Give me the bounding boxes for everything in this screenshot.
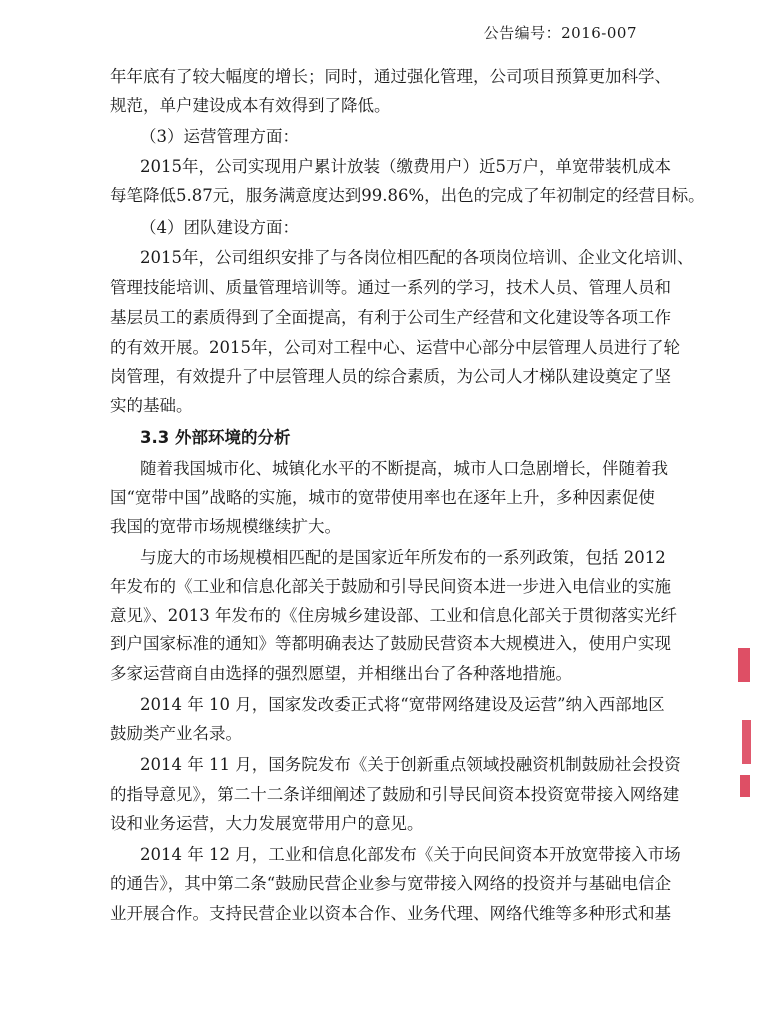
body-line: 2014 年 11 月，国务院发布《关于创新重点领域投融资机制鼓励社会投资 xyxy=(140,755,681,774)
section-heading: （4）团队建设方面： xyxy=(140,218,299,237)
body-line: 年年底有了较大幅度的增长；同时，通过强化管理，公司项目预算更加科学、 xyxy=(110,67,671,86)
body-line: 基层员工的素质得到了全面提高，有利于公司生产经营和文化建设等各项工作 xyxy=(110,308,671,327)
body-line: 2015年，公司实现用户累计放装（缴费用户）近5万户，单宽带装机成本 xyxy=(140,157,671,176)
body-line: 我国的宽带市场规模继续扩大。 xyxy=(110,517,341,536)
body-line: 的指导意见》，第二十二条详细阐述了鼓励和引导民间资本投资宽带接入网络建 xyxy=(110,785,680,804)
body-line: 业开展合作。支持民营企业以资本合作、业务代理、网络代维等多种形式和基 xyxy=(110,904,671,923)
notice-number: 公告编号：2016-007 xyxy=(483,24,637,42)
body-line: 年发布的《工业和信息化部关于鼓励和引导民间资本进一步进入电信业的实施 xyxy=(110,577,671,596)
body-line: 每笔降低5.87元，服务满意度达到99.86%，出色的完成了年初制定的经营目标。 xyxy=(110,186,705,205)
body-line: 2014 年 12 月，工业和信息化部发布《关于向民间资本开放宽带接入市场 xyxy=(140,845,681,864)
body-line: 多家运营商自由选择的强烈愿望，并相继出台了各种落地措施。 xyxy=(110,664,572,683)
body-line: 与庞大的市场规模相匹配的是国家近年所发布的一系列政策，包括 2012 xyxy=(140,548,666,567)
body-line: 实的基础。 xyxy=(110,396,193,415)
body-line: 到户国家标准的通知》等都明确表达了鼓励民营资本大规模进入，使用户实现 xyxy=(110,634,671,653)
body-line: 的通告》，其中第二条“鼓励民营企业参与宽带接入网络的投资并与基础电信企 xyxy=(110,874,672,893)
body-line: 岗管理，有效提升了中层管理人员的综合素质，为公司人才梯队建设奠定了坚 xyxy=(110,367,671,386)
body-line: 意见》、2013 年发布的《住房城乡建设部、工业和信息化部关于贯彻落实光纤 xyxy=(110,606,677,625)
body-line: 2014 年 10 月，国家发改委正式将“宽带网络建设及运营”纳入西部地区 xyxy=(140,695,665,714)
body-line: 鼓励类产业名录。 xyxy=(110,724,242,743)
section-heading: （3）运营管理方面： xyxy=(140,127,299,146)
body-line: 国“宽带中国”战略的实施，城市的宽带使用率也在逐年上升，多种因素促使 xyxy=(110,488,655,507)
body-line: 规范，单户建设成本有效得到了降低。 xyxy=(110,96,391,115)
body-line: 2015年，公司组织安排了与各岗位相匹配的各项岗位培训、企业文化培训、 xyxy=(140,248,694,267)
body-line: 管理技能培训、质量管理培训等。通过一系列的学习，技术人员、管理人员和 xyxy=(110,278,671,297)
section-title: 3.3 外部环境的分析 xyxy=(140,428,291,447)
body-line: 设和业务运营，大力发展宽带用户的意见。 xyxy=(110,814,424,833)
body-line: 的有效开展。2015年，公司对工程中心、运营中心部分中层管理人员进行了轮 xyxy=(110,338,680,357)
body-line: 随着我国城市化、城镇化水平的不断提高，城市人口急剧增长，伴随着我 xyxy=(140,459,668,478)
